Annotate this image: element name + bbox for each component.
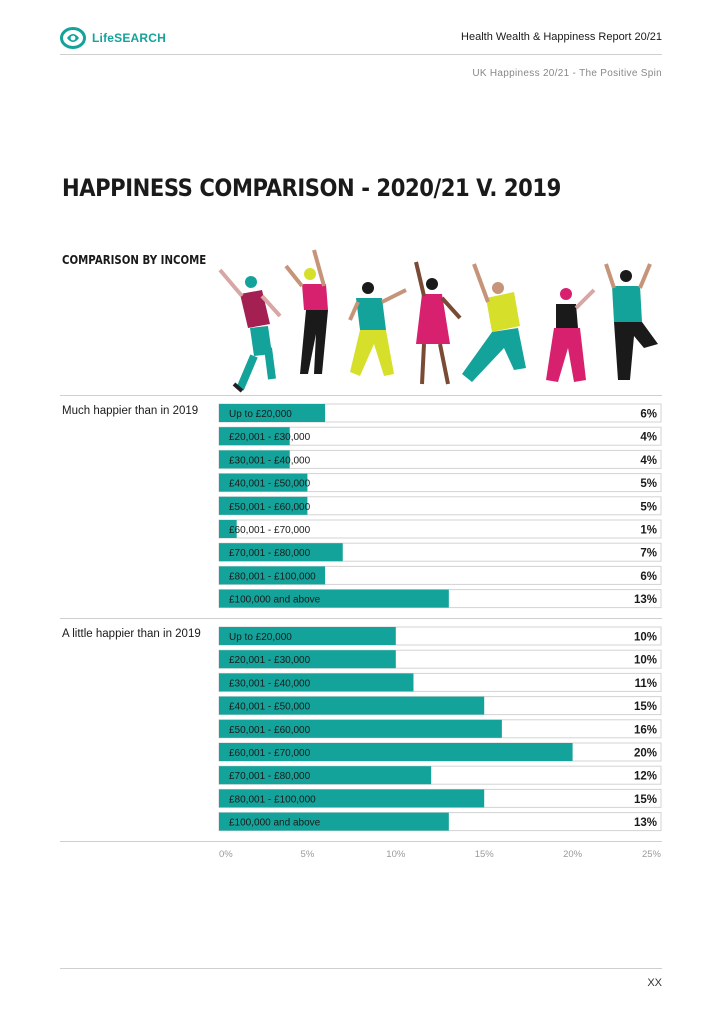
bar-category-label: £80,001 - £100,000: [229, 571, 316, 583]
bar-value-label: 11%: [634, 677, 657, 690]
bar-value-label: 6%: [640, 408, 657, 421]
x-tick-label: 0%: [219, 849, 233, 860]
bar-category-label: Up to £20,000: [229, 632, 292, 643]
x-tick-label: 10%: [386, 849, 406, 860]
bar-value-label: 13%: [633, 817, 657, 830]
page-number: XX: [647, 977, 662, 989]
bar-value-label: 5%: [640, 478, 657, 491]
report-title: Health Wealth & Happiness Report 20/21: [461, 31, 662, 43]
bar-value-label: 12%: [633, 770, 657, 783]
bar-category-label: £60,001 - £70,000: [229, 748, 311, 759]
bar-category-label: £50,001 - £60,000: [229, 501, 311, 513]
bar-category-label: £30,001 - £40,000: [229, 678, 311, 690]
bar-category-label: £40,001 - £50,000: [229, 478, 311, 490]
bar-category-label: £60,001 - £70,000: [229, 525, 311, 536]
report-subtitle: UK Happiness 20/21 - The Positive Spin: [472, 68, 662, 79]
bar-value-label: 4%: [640, 454, 657, 467]
bar-category-label: £50,001 - £60,000: [229, 724, 311, 736]
x-tick-label: 15%: [474, 849, 494, 860]
bar-value-label: 10%: [633, 654, 657, 667]
bar-value-label: 13%: [633, 594, 657, 607]
footer-divider: [60, 968, 662, 969]
bar-value-label: 16%: [633, 724, 657, 737]
bar-value-label: 7%: [640, 547, 657, 560]
bar-value-label: 4%: [640, 431, 657, 444]
bar-category-label: £100,000 and above: [229, 594, 321, 606]
page-title: HAPPINESS COMPARISON - 2020/21 V. 2019: [62, 174, 561, 202]
group-label-little-happier: A little happier than in 2019: [62, 628, 201, 640]
bar-category-label: £70,001 - £80,000: [229, 771, 311, 783]
bar-value-label: 5%: [640, 501, 657, 514]
bar-category-label: £40,001 - £50,000: [229, 701, 311, 713]
bar-value-label: 6%: [640, 570, 657, 583]
bar-value-label: 20%: [633, 747, 657, 760]
x-tick-label: 20%: [563, 849, 583, 860]
bar-value-label: 15%: [633, 793, 657, 806]
bar-category-label: £80,001 - £100,000: [229, 794, 316, 806]
bar-category-label: £20,001 - £30,000: [229, 655, 311, 667]
bar-value-label: 1%: [640, 524, 657, 537]
section-title: COMPARISON BY INCOME: [62, 253, 207, 267]
bar-value-label: 10%: [633, 631, 657, 644]
group-label-much-happier: Much happier than in 2019: [62, 405, 199, 417]
bar-category-label: £20,001 - £30,000: [229, 432, 311, 444]
x-tick-label: 5%: [300, 849, 315, 860]
bar-category-label: £70,001 - £80,000: [229, 548, 311, 560]
logo-text: LifeSEARCH: [92, 31, 167, 45]
x-tick-label: 25%: [641, 849, 661, 860]
bar-category-label: Up to £20,000: [229, 409, 292, 420]
bar-value-label: 15%: [633, 701, 657, 714]
bar-category-label: £100,000 and above: [229, 817, 321, 829]
bar-category-label: £30,001 - £40,000: [229, 455, 311, 467]
